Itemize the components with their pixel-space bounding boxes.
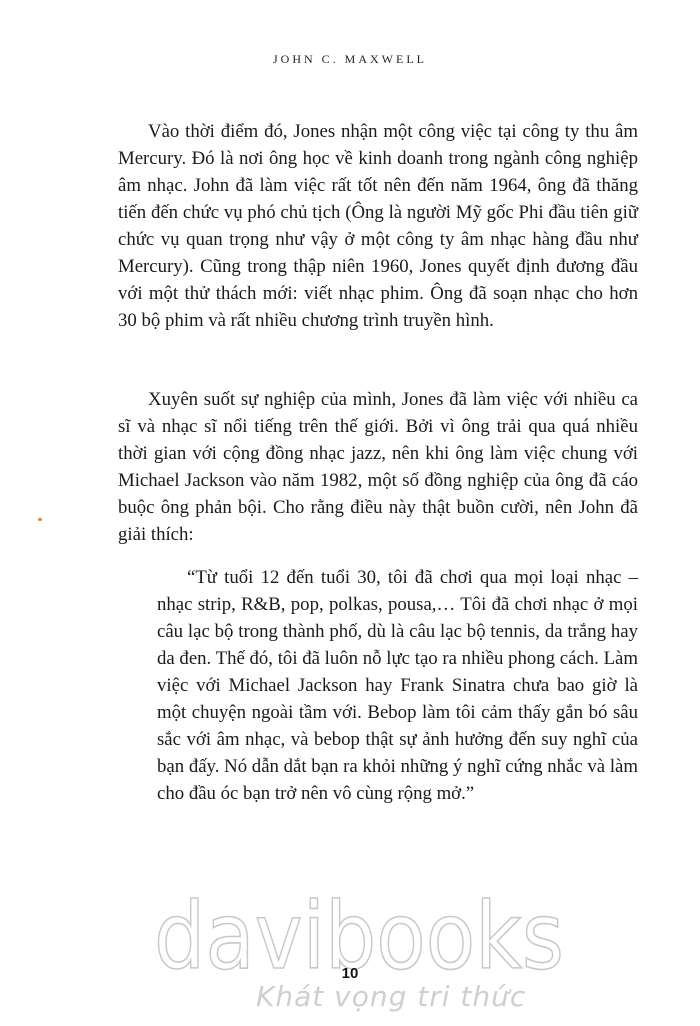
- watermark-brand-text: davibooks: [154, 888, 564, 988]
- watermark-tagline: Khát vọng tri thức: [256, 980, 527, 1013]
- body-paragraph-2: Xuyên suốt sự nghiệp của mình, Jones đã làm việc với nhiều ca sĩ và nhạc sĩ nổi tiếng trên thế giới. Bởi vì ông trải qua quá nhiều thời gian với cộng đồng nhạc jazz, nên khi ông làm việc chung với Michael Jackson vào năm 1982, một số đồng nghiệp của ông đã cáo buộc ông phản bội. Cho rằng điều này thật buồn cười, nên John đã giải thích:: [118, 389, 638, 545]
- page-number: 10: [341, 965, 359, 982]
- body-paragraph-1: Vào thời điểm đó, Jones nhận một công việc tại công ty thu âm Mercury. Đó là nơi ông học về kinh doanh trong ngành công nghiệp âm nhạc. John đã làm việc rất tốt nên đến năm 1964, ông đã thăng tiến đến chức vụ phó chủ tịch (Ông là người Mỹ gốc Phi đầu tiên giữ chức vụ quan trọng như vậy ở một công ty âm nhạc hàng đầu như Mercury). Cũng trong thập niên 1960, Jones quyết định đương đầu với một thử thách mới: viết nhạc phim. Ông đã soạn nhạc cho hơn 30 bộ phim và rất nhiều chương trình truyền hình.: [118, 121, 638, 331]
- block-quote: “Từ tuổi 12 đến tuổi 30, tôi đã chơi qua mọi loại nhạc – nhạc strip, R&B, pop, polkas, pousa,… Tôi đã chơi nhạc ở mọi câu lạc bộ trong thành phố, dù là câu lạc bộ tennis, da trắng hay da đen. Thế đó, tôi đã luôn nỗ lực tạo ra nhiều phong cách. Làm việc với Michael Jackson hay Frank Sinatra chưa bao giờ là một chuyện ngoài tầm với. Bebop làm tôi cảm thấy gắn bó sâu sắc với âm nhạc, và bebop thật sự ảnh hưởng đến suy nghĩ của bạn đấy. Nó dẫn dắt bạn ra khỏi những ý nghĩ cứng nhắc và làm cho đầu óc bạn trở nên vô cùng rộng mở.”: [157, 567, 638, 804]
- scan-speck: [38, 518, 42, 521]
- running-header: JOHN C. MAXWELL: [273, 52, 427, 66]
